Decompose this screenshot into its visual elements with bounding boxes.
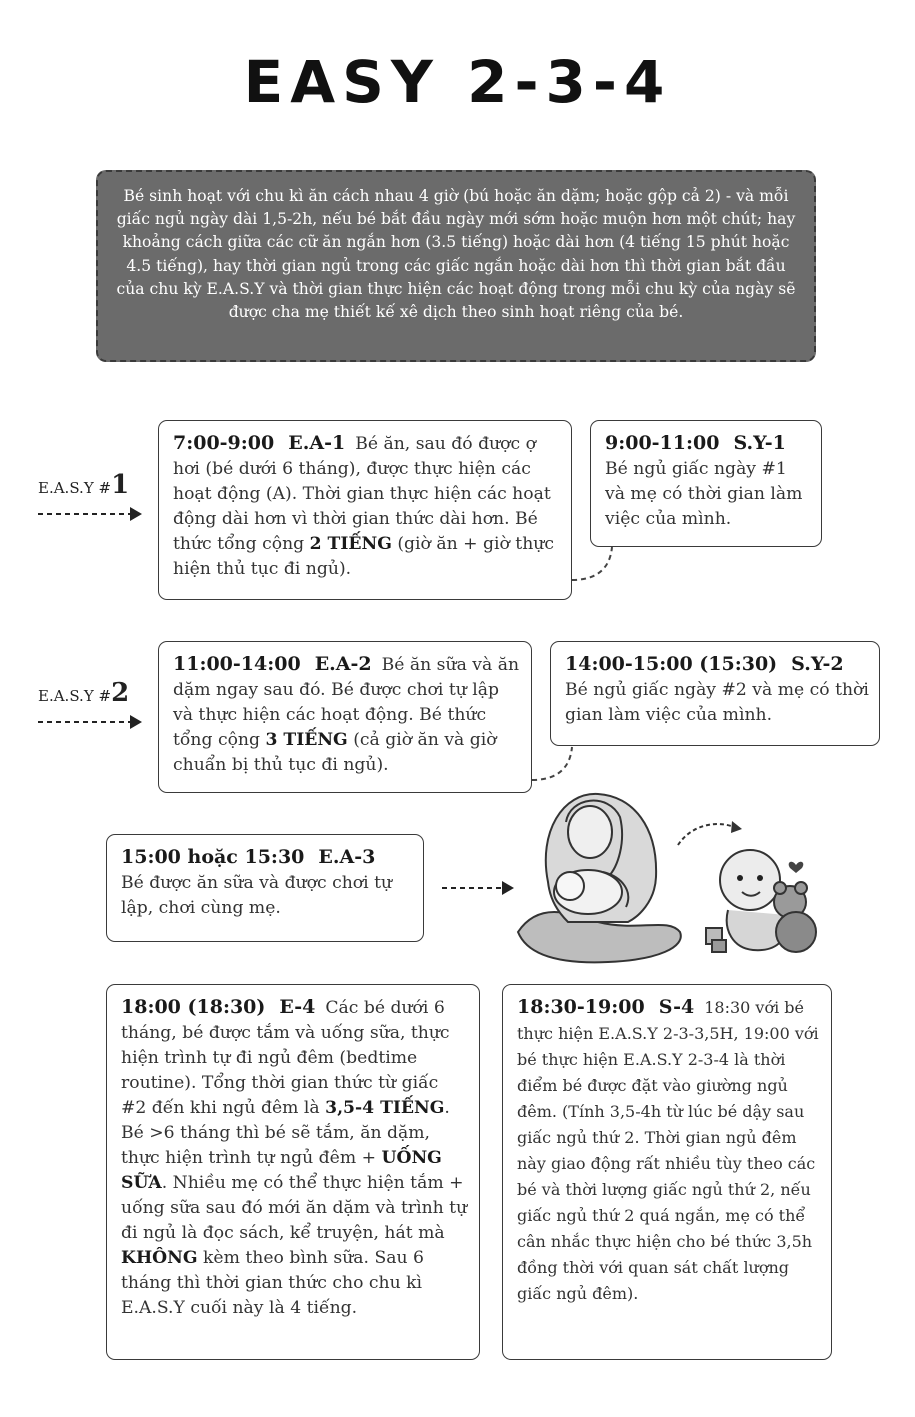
sy1-time: 9:00-11:00 bbox=[605, 432, 720, 454]
easy2-arrow bbox=[38, 712, 148, 732]
ea2-box bbox=[158, 641, 532, 793]
e4-bold-c: KHÔNG bbox=[121, 1248, 198, 1268]
s4-time: 18:30-19:00 bbox=[517, 996, 645, 1018]
e4-code: E-4 bbox=[279, 996, 316, 1018]
easy2-label bbox=[38, 678, 129, 708]
intro-panel: Bé sinh hoạt với chu kì ăn cách nhau 4 giờ (bú hoặc ăn dặm; hoặc gộp cả 2) - và mỗi giấc ngủ ngày dài 1,5-2h, nếu bé bắt đầu ngày mới sớm hoặc muộn hơn một chút; hay khoảng cách giữa các cữ ăn ngắn hơn (3.5 tiếng) hoặc dài hơn (4 tiếng 15 phút hoặc 4.5 tiếng), hay thời gian ngủ trong các giấc ngắn hoặc dài hơn thì thời gian bắt đầu của chu kỳ E.A.S.Y và thời gian thực hiện các hoạt động trong mỗi chu kỳ của ngày sẽ được cha mẹ thiết kế xê dịch theo sinh hoạt riêng của bé. bbox=[96, 170, 816, 362]
connector-1 bbox=[570, 545, 620, 585]
ea1-code: E.A-1 bbox=[288, 432, 346, 454]
ea1-text-a: Bé ăn, sau đó được ợ hơi (bé dưới 6 tháng), được thực hiện các hoạt động (A). Thời gian thực hiện các hoạt động dài hơn vì thời gian thức dài hơn. Bé thức tổng cộng bbox=[173, 434, 551, 554]
baby-teddy-illustration bbox=[698, 840, 824, 960]
ea3-text: Bé được ăn sữa và được chơi tự lập, chơi cùng mẹ. bbox=[121, 873, 393, 918]
connector-2 bbox=[530, 745, 580, 785]
sy2-box bbox=[550, 641, 880, 746]
sy1-text: Bé ngủ giấc ngày #1 và mẹ có thời gian làm việc của mình. bbox=[605, 459, 803, 529]
e4-text-b: . Bé >6 tháng thì bé sẽ tắm, ăn dặm, thực hiện trình tự ngủ đêm + bbox=[121, 1098, 450, 1168]
ea2-text-a: Bé ăn sữa và ăn dặm ngay sau đó. Bé được chơi tự lập và thực hiện các hoạt động. Bé thức tổng cộng bbox=[173, 655, 520, 750]
sy1-code: S.Y-1 bbox=[733, 432, 786, 454]
ea1-bold: 2 TIẾNG bbox=[309, 534, 392, 554]
s4-box bbox=[502, 984, 832, 1360]
e4-text-c: . Nhiều mẹ có thể thực hiện tắm + uống sữa sau đó mới ăn dặm và trình tự đi ngủ là đọc sách, kể truyện, hát mà bbox=[121, 1173, 468, 1243]
e4-box bbox=[106, 984, 480, 1360]
e4-bold-a: 3,5-4 TIẾNG bbox=[325, 1098, 445, 1118]
sy2-code: S.Y-2 bbox=[791, 653, 844, 675]
ea2-bold: 3 TIẾNG bbox=[265, 730, 348, 750]
sy2-text: Bé ngủ giấc ngày #2 và mẹ có thời gian làm việc của mình. bbox=[565, 680, 869, 725]
easy2-label-prefix: E.A.S.Y # bbox=[38, 687, 112, 705]
ea1-box bbox=[158, 420, 572, 600]
easy1-arrow bbox=[38, 504, 148, 524]
easy1-label-prefix: E.A.S.Y # bbox=[38, 479, 112, 497]
s4-text: 18:30 với bé thực hiện E.A.S.Y 2-3-3,5H, 19:00 với bé thực hiện E.A.S.Y 2-3-4 là thời điểm bé được đặt vào giường ngủ đêm. (Tính 3,5-4h từ lúc bé dậy sau giấc ngủ thứ 2. Thời gian ngủ đêm này giao động rất nhiều tùy theo các bé và thời lượng giấc ngủ thứ 2, nếu giấc ngủ thứ 2 quá ngắn, mẹ có thể cân nhắc thực hiện cho bé thức 3,5h đồng thời với quan sát chất lượng giấc ngủ đêm). bbox=[517, 998, 819, 1303]
page-title: EASY 2-3-4 bbox=[243, 48, 672, 116]
ea1-time: 7:00-9:00 bbox=[173, 432, 275, 454]
ea2-time: 11:00-14:00 bbox=[173, 653, 301, 675]
ea3-code: E.A-3 bbox=[318, 846, 376, 868]
easy1-label-num: 1 bbox=[111, 470, 130, 500]
e4-text-d: kèm theo bình sữa. Sau 6 tháng thì thời gian thức cho chu kì E.A.S.Y cuối này là 4 tiếng. bbox=[121, 1248, 424, 1318]
e4-bold-b: UỐNG SỮA bbox=[121, 1148, 442, 1193]
ea2-code: E.A-2 bbox=[314, 653, 372, 675]
sy1-box bbox=[590, 420, 822, 547]
ea3-box bbox=[106, 834, 424, 942]
ea2-text-b: (cả giờ ăn và giờ chuẩn bị thủ tục đi ngủ). bbox=[173, 730, 497, 775]
easy2-label-num: 2 bbox=[111, 678, 130, 708]
e4-text-a: Các bé dưới 6 tháng, bé được tắm và uống sữa, thực hiện trình tự đi ngủ đêm (bedtime routine). Tổng thời gian thức từ giấc #2 đến khi ngủ đêm là bbox=[121, 998, 450, 1118]
mother-baby-illustration bbox=[508, 782, 688, 967]
sy2-time: 14:00-15:00 (15:30) bbox=[565, 653, 778, 675]
e4-time: 18:00 (18:30) bbox=[121, 996, 266, 1018]
easy1-label bbox=[38, 470, 129, 500]
ea3-time: 15:00 hoặc 15:30 bbox=[121, 846, 305, 868]
ea1-text-b: (giờ ăn + giờ thực hiện thủ tục đi ngủ). bbox=[173, 534, 554, 579]
s4-code: S-4 bbox=[658, 996, 695, 1018]
